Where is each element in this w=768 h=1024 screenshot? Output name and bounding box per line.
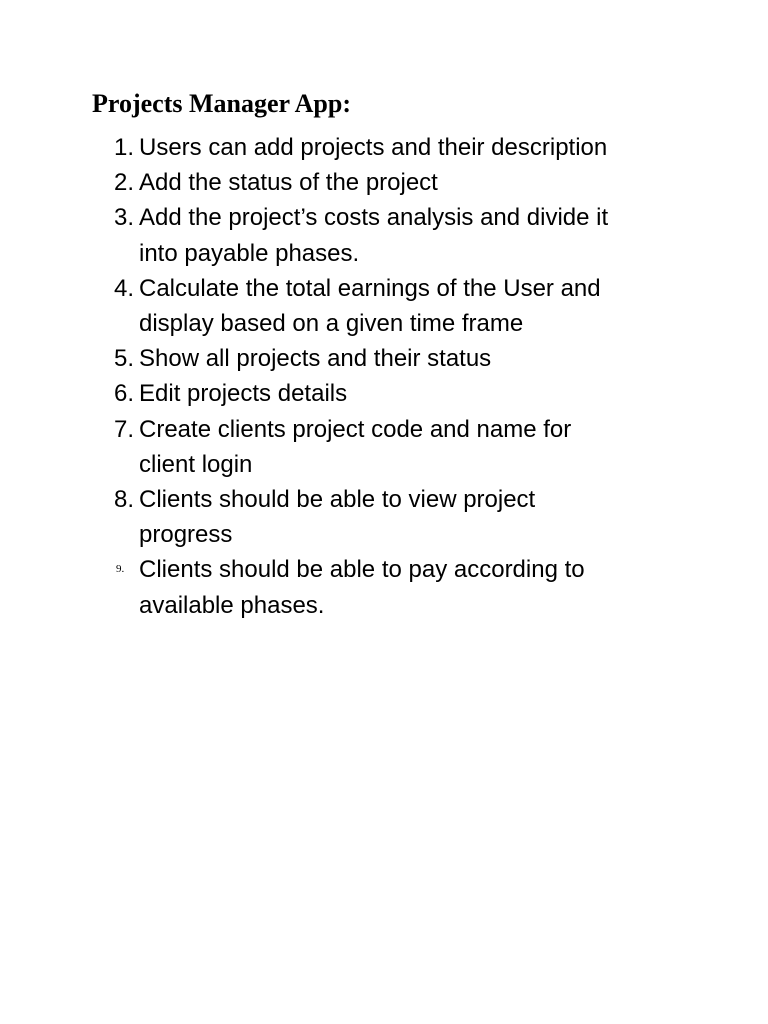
item-text-continuation: available phases. [139,591,325,619]
item-text-continuation: into payable phases. [139,239,360,267]
item-text: Add the project’s costs analysis and divide it [139,204,609,232]
item-number: 9. [116,563,125,576]
list-item [0,130,659,165]
item-number: 7. [114,415,135,443]
item-text: Clients should be able to pay according to [139,556,585,584]
list-item [0,271,659,341]
item-number: 1. [114,134,135,161]
item-number: 4. [114,274,135,302]
item-text-continuation: display based on a given time frame [139,310,524,338]
item-text: Show all projects and their status [139,345,492,373]
item-text-continuation: client login [139,450,253,478]
item-text: Users can add projects and their description [139,134,608,161]
item-number: 8. [114,486,135,514]
item-text: Calculate the total earnings of the User and [139,274,601,302]
item-text: Clients should be able to view project [139,486,536,514]
list-item [0,552,659,622]
item-text: Create clients project code and name for [139,415,572,443]
list-item [0,165,659,200]
list-item [0,341,659,376]
requirements-list [0,130,768,623]
page-title: Projects Manager App: [92,89,351,118]
item-number: 6. [114,380,135,408]
list-item [0,200,659,270]
item-number: 3. [114,204,135,232]
item-text-continuation: progress [139,521,233,549]
list-item [0,412,659,482]
item-number: 2. [114,169,135,197]
list-item [0,376,659,411]
item-text: Edit projects details [139,380,348,408]
item-text: Add the status of the project [139,169,438,197]
item-number: 5. [114,345,135,373]
list-item [0,482,659,552]
